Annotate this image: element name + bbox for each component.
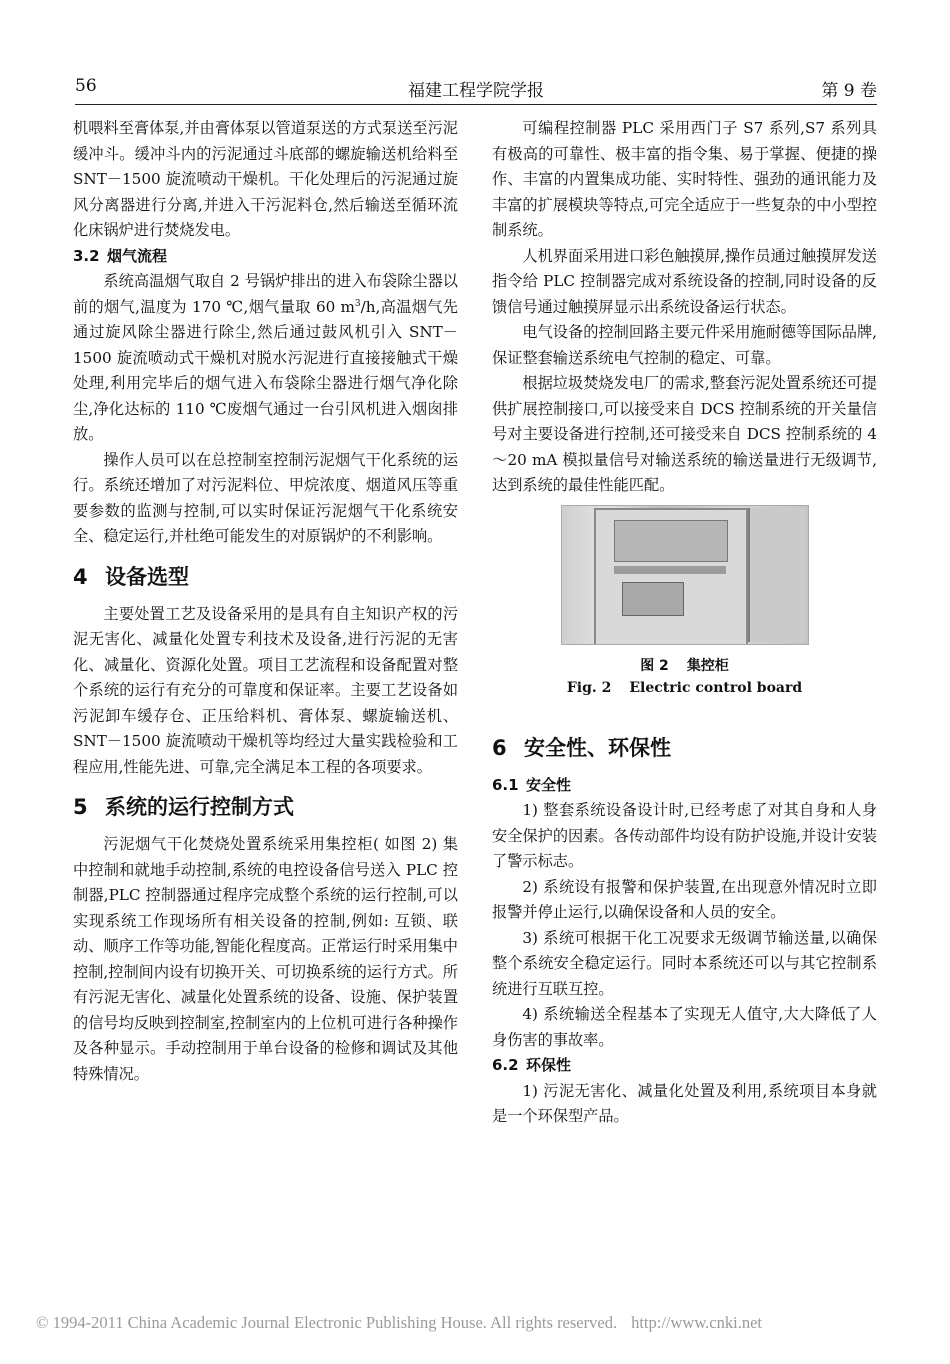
figure-caption-en [492, 677, 877, 699]
paragraph: 根据垃圾焚烧发电厂的需求,整套污泥处置系统还可提供扩展控制接口,可以接受来自 DCS 控制系统的开关量信号对主要设备进行控制,还可接受来自 DCS 控制系统的 4～20 mA 模拟量信号对输送系统的输送量进行无级调节,达到系统的最佳性能匹配。 [492, 374, 877, 494]
subsection-heading-6-2 [492, 1053, 877, 1079]
text-run: /h,高温烟气先通过旋风除尘器进行除尘,然后通过鼓风机引入 SNT－1500 旋流喷动式干燥机对脱水污泥进行直接接触式干燥处理,利用完毕后的烟气进入布袋除尘器进行烟气净化除尘,净化达标的 110 ℃废烟气通过一台引风机进入烟囱排放。 [73, 297, 458, 443]
paragraph: 人机界面采用进口彩色触摸屏,操作员通过触摸屏发送指令给 PLC 控制器完成对系统设备的控制,同时设备的反馈信号通过触摸屏显示出系统设备运行状态。 [492, 246, 877, 316]
section-heading-5 [73, 792, 458, 822]
section-number: 5 [73, 795, 88, 819]
subsection-number: 6.2 [492, 1056, 519, 1074]
figure-caption-cn [492, 655, 877, 677]
paragraph: 1) 污泥无害化、减量化处置及利用,系统项目本身就是一个环保型产品。 [492, 1081, 877, 1125]
header-rule [75, 104, 877, 105]
paragraph [73, 269, 458, 448]
paragraph: 污泥烟气干化焚烧处置系统采用集控柜( 如图 2) 集中控制和就地手动控制,系统的电控设备信号送入 PLC 控制器,PLC 控制器通过程序完成整个系统的运行控制,可以实现系统工作现场所有相关设备的控制,例如: 互锁、联动、顺序工作等功能,智能化程度高。正常运行时采用集中控制,控制间内设有切换开关、可切换系统的运行方式。所有污泥无害化、减量化处置系统的设备、设施、保护装置的信号均反映到控制室,控制室内的上位机可进行各种操作及各种显示。手动控制用于单台设备的检修和调试及其他特殊情况。 [73, 835, 458, 1083]
paragraph: 3) 系统可根据干化工况要求无级调节输送量,以确保整个系统安全稳定运行。同时本系统还可以与其它控制系统进行互联互控。 [492, 928, 877, 998]
copyright-footer [36, 1313, 916, 1333]
figure-label: 图 2 [640, 657, 669, 674]
subsection-title: 安全性 [526, 775, 572, 794]
journal-title: 福建工程学院学报 [408, 81, 544, 101]
left-column [73, 116, 458, 1087]
figure-title: 集控柜 [686, 657, 729, 674]
paragraph: 可编程控制器 PLC 采用西门子 S7 系列,S7 系列具有极高的可靠性、极丰富的指令集、易于掌握、便捷的操作、丰富的内置集成功能、实时特性、强劲的通讯能力及丰富的扩展模块等特点,可完全适应于一些复杂的中小型控制系统。 [492, 119, 877, 239]
figure-label: Fig. 2 [566, 679, 612, 696]
section-number: 6 [492, 735, 507, 760]
section-heading-4 [73, 562, 458, 592]
paragraph: 机喂料至膏体泵,并由膏体泵以管道泵送的方式泵送至污泥缓冲斗。缓冲斗内的污泥通过斗底部的螺旋输送机给料至 SNT－1500 旋流喷动干燥机。干化处理后的污泥通过旋风分离器进行分离,并进入干污泥料仓,然后输送至循环流化床锅炉进行焚烧发电。 [73, 119, 458, 239]
section-title: 设备选型 [105, 564, 189, 589]
cable-duct [614, 566, 726, 574]
cabinet-module [622, 582, 684, 616]
figure-2 [492, 505, 877, 699]
footer-url: http://www.cnki.net [631, 1313, 762, 1332]
subsection-number: 3.2 [73, 246, 100, 265]
control-cabinet-photo [561, 505, 809, 645]
paragraph: 2) 系统设有报警和保护装置,在出现意外情况时立即报警并停止运行,以确保设备和人员的安全。 [492, 877, 877, 921]
copyright-text: © 1994-2011 China Academic Journal Electronic Publishing House. All rights reserved. [36, 1313, 618, 1332]
paragraph: 主要处置工艺及设备采用的是具有自主知识产权的污泥无害化、减量化处置专利技术及设备,进行污泥的无害化、减量化、资源化处置。项目工艺流程和设备配置对整个系统的运行有充分的可靠度和保证率。主要工艺设备如污泥卸车缓存仓、正压给料机、膏体泵、螺旋输送机、SNT－1500 旋流喷动干燥机等均经过大量实践检验和工程应用,性能先进、可靠,完全满足本工程的各项要求。 [73, 604, 458, 776]
subsection-title: 烟气流程 [107, 246, 168, 265]
paragraph: 1) 整套系统设备设计时,已经考虑了对其自身和人身安全保护的因素。各传动部件均设有防护设施,并设计安装了警示标志。 [492, 801, 877, 870]
subsection-heading-3-2 [73, 244, 458, 270]
subsection-heading-6-1 [492, 773, 877, 799]
text-run: 系统高温烟气取自 2 号锅炉排出的进入布袋除尘器以前的烟气,温度为 170 ℃,烟气量取 60 m [73, 272, 458, 316]
paragraph: 电气设备的控制回路主要元件采用施耐德等国际品牌,保证整套输送系统电气控制的稳定、可靠。 [492, 323, 877, 367]
cabinet-side-door [748, 508, 806, 642]
paragraph: 操作人员可以在总控制室控制污泥烟气干化系统的运行。系统还增加了对污泥料位、甲烷浓度、烟道风压等重要参数的监测与控制,可以实时保证污泥烟气干化系统安全、稳定运行,并杜绝可能发生的对原锅炉的不利影响。 [73, 450, 458, 545]
volume-label: 第 9 卷 [821, 81, 877, 101]
figure-title: Electric control board [629, 679, 803, 696]
subsection-title: 环保性 [526, 1056, 572, 1074]
subsection-number: 6.1 [492, 775, 519, 794]
section-title: 安全性、环保性 [524, 735, 671, 760]
running-header [75, 72, 877, 102]
section-number: 4 [73, 564, 88, 589]
cabinet-panel [614, 520, 728, 562]
section-title: 系统的运行控制方式 [105, 795, 294, 819]
section-heading-6 [492, 733, 877, 763]
paragraph: 4) 系统输送全程基本了实现无人值守,大大降低了人身伤害的事故率。 [492, 1005, 877, 1049]
superscript: 3 [354, 298, 361, 309]
right-column [492, 116, 877, 1130]
page-number: 56 [75, 76, 97, 96]
